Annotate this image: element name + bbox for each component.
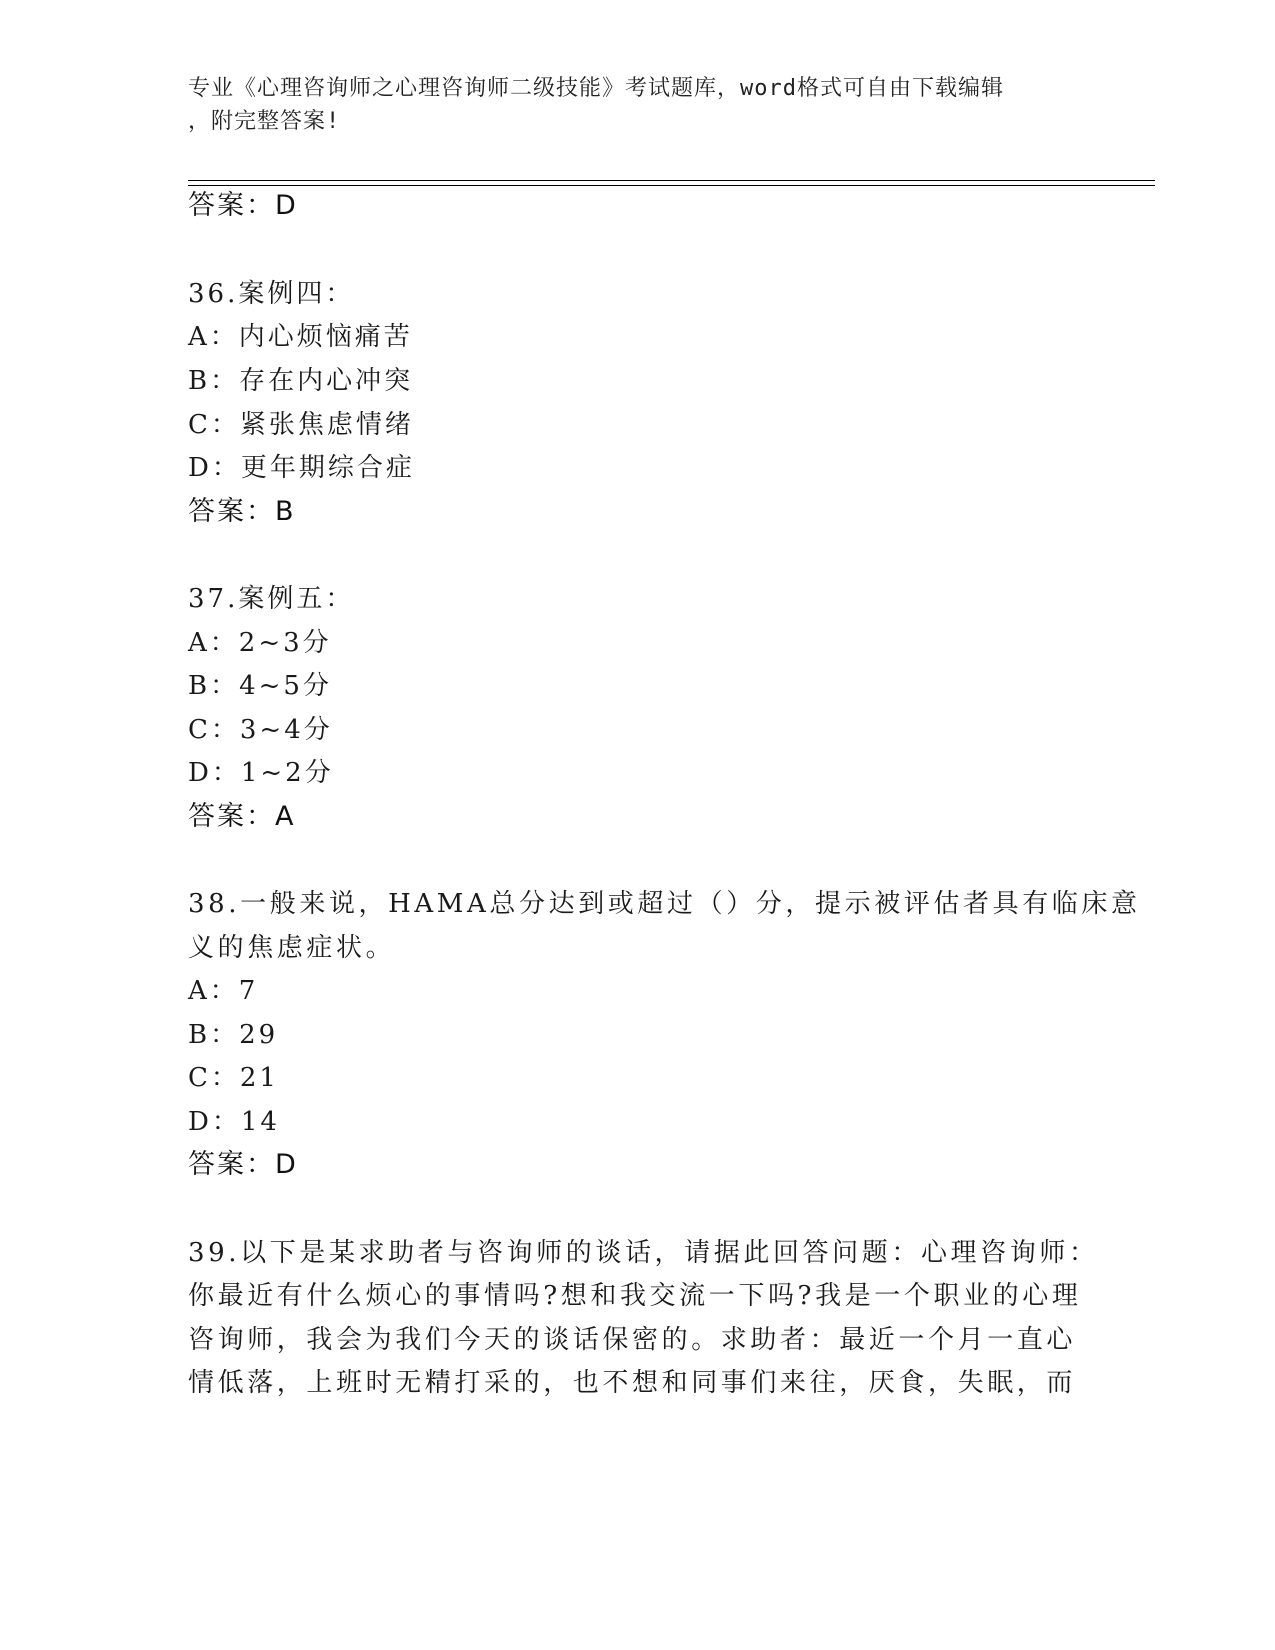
q36-answer: 答案：B — [188, 496, 296, 527]
q36-option-a: A：内心烦恼痛苦 — [188, 322, 413, 352]
q38-stem-line-1: 38.一般来说，HAMA总分达到或超过（）分，提示被评估者具有临床意 — [188, 889, 1141, 919]
q39-stem-line-3: 咨询师，我会为我们今天的谈话保密的。求助者：最近一个月一直心 — [188, 1325, 1077, 1355]
q37-option-c: C：3~4分 — [188, 715, 333, 745]
q38-option-c: C：21 — [188, 1063, 279, 1093]
q39-stem-line-4: 情低落，上班时无精打采的，也不想和同事们来往，厌食，失眠，而 — [188, 1368, 1077, 1398]
q39-stem-line-1: 39.以下是某求助者与咨询师的谈话，请据此回答问题：心理咨询师： — [188, 1238, 1099, 1268]
q38-stem-line-2: 义的焦虑症状。 — [188, 933, 396, 963]
q37-option-d: D：1~2分 — [188, 758, 334, 788]
header-divider-bottom — [188, 185, 1155, 186]
header-divider-top — [188, 180, 1155, 181]
q35-answer: 答案：D — [188, 190, 298, 221]
q38-option-b: B：29 — [188, 1020, 279, 1050]
header-line-2: ，附完整答案! — [188, 109, 341, 134]
header-line-1: 专业《心理咨询师之心理咨询师二级技能》考试题库，word格式可自由下载编辑 — [188, 76, 1004, 101]
q37-option-a: A：2~3分 — [188, 628, 332, 658]
q38-option-a: A：7 — [188, 976, 259, 1006]
q36-option-d: D：更年期综合症 — [188, 453, 415, 483]
q38-option-d: D：14 — [188, 1107, 280, 1137]
q36-stem: 36.案例四： — [188, 279, 355, 309]
document-header — [188, 72, 1088, 138]
q39-stem-line-2: 你最近有什么烦心的事情吗?想和我交流一下吗?我是一个职业的心理 — [188, 1281, 1082, 1311]
q36-option-b: B：存在内心冲突 — [188, 366, 414, 396]
q37-answer: 答案：A — [188, 801, 296, 832]
q37-stem: 37.案例五： — [188, 584, 355, 614]
q37-option-b: B：4~5分 — [188, 671, 332, 701]
q36-option-c: C：紧张焦虑情绪 — [188, 410, 414, 440]
q38-answer: 答案：D — [188, 1149, 298, 1180]
